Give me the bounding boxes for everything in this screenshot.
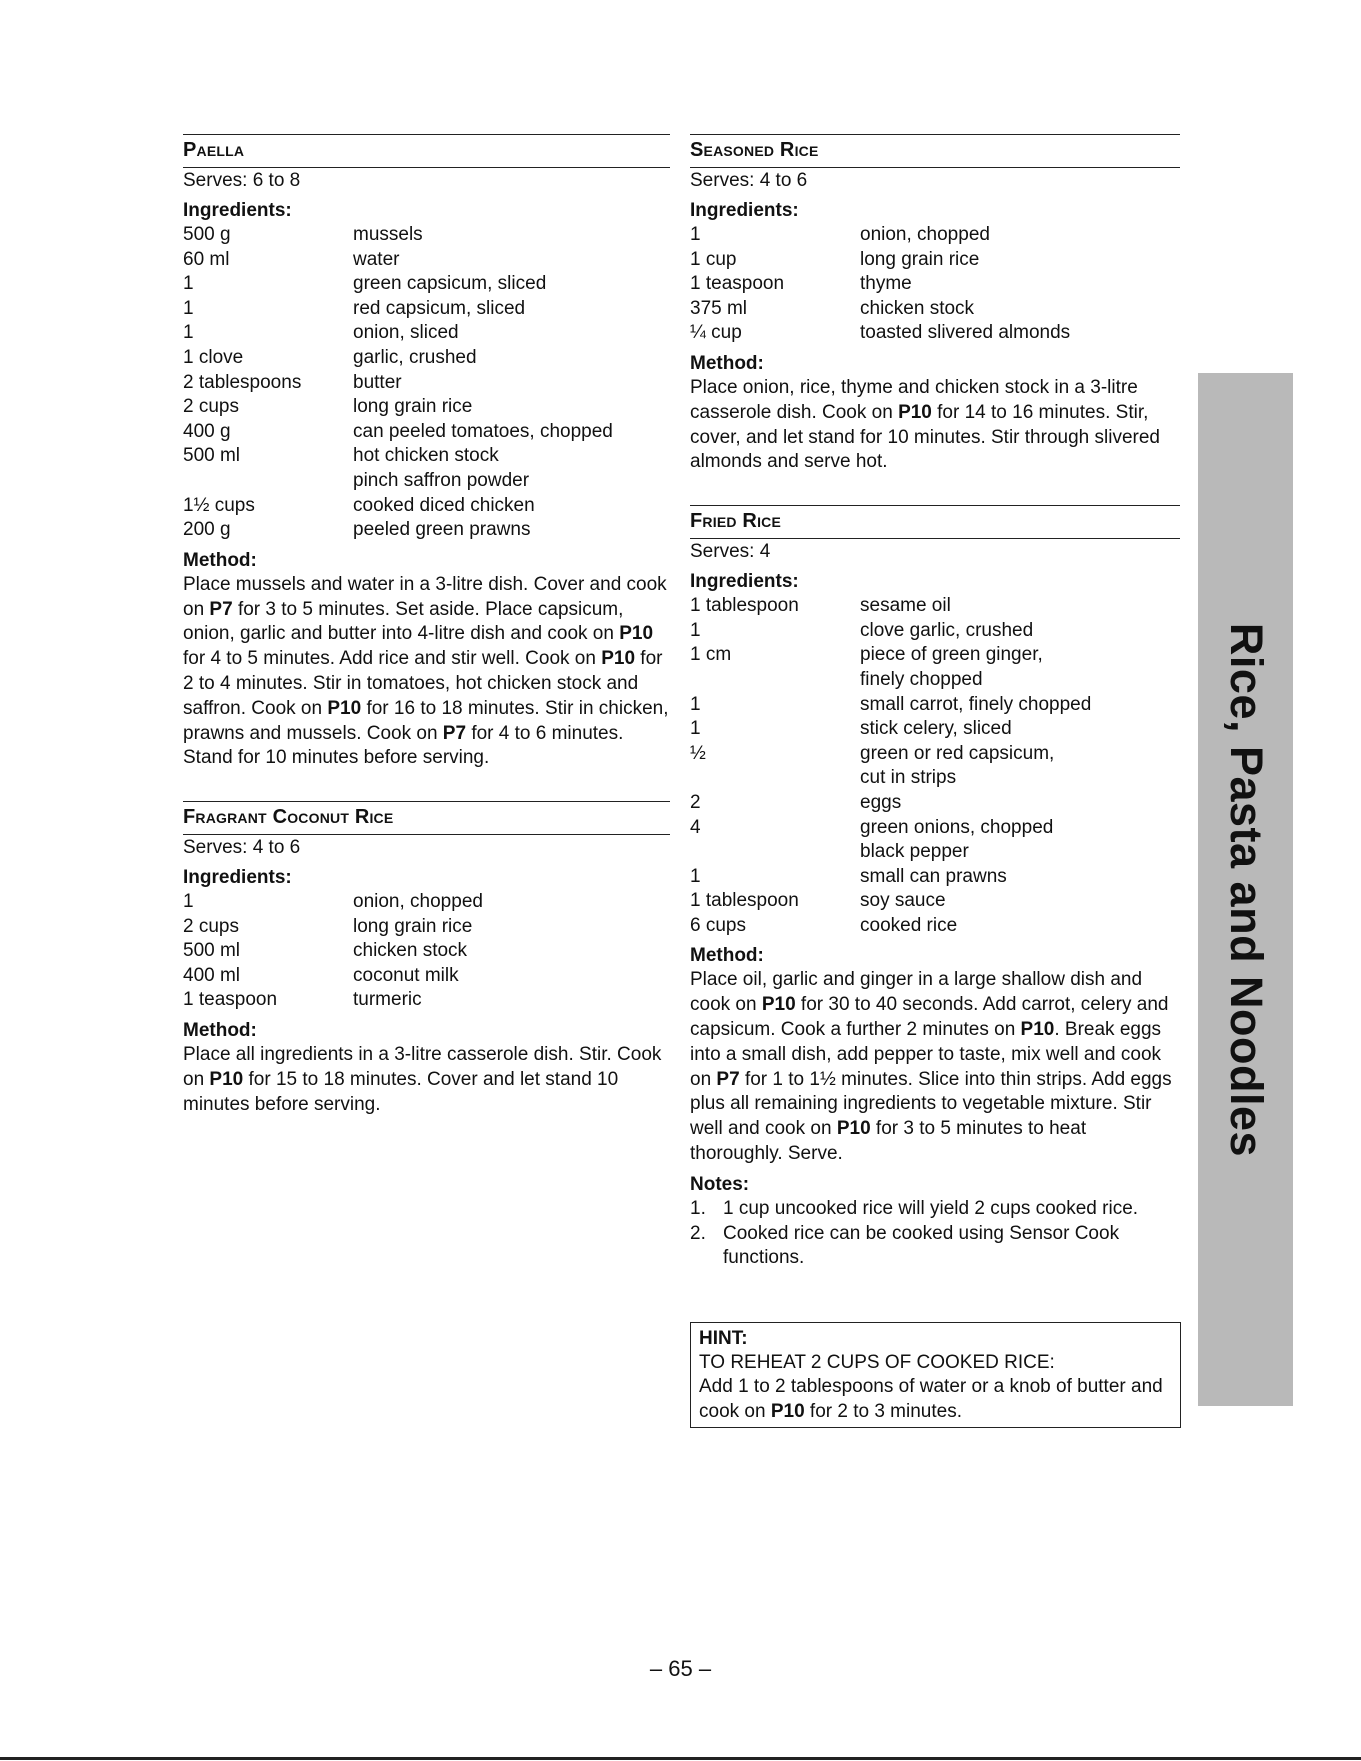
ingredient-name: onion, chopped bbox=[353, 891, 483, 913]
note-text: Cooked rice can be cooked using Sensor Cook functions. bbox=[723, 1222, 1120, 1269]
method-text bbox=[183, 1043, 670, 1117]
text-segment: for 14 to 16 minutes. Stir, cover, and let stand for 10 minutes. Stir through slivered almonds and serve hot. bbox=[690, 401, 1160, 473]
text-segment: for 1 to 1½ minutes. Slice into thin strips. Add eggs plus all remaining ingredients to vegetable mixture. Stir well and cook on bbox=[690, 1068, 1172, 1140]
text-segment: for 16 to 18 minutes. Stir in chicken, prawns and mussels. Cook on bbox=[183, 697, 669, 744]
ingredient-list bbox=[183, 223, 670, 543]
notes-label: Notes: bbox=[690, 1173, 750, 1195]
ingredient-row bbox=[690, 840, 1180, 865]
method-text bbox=[690, 376, 1180, 475]
ingredients-label: Ingredients: bbox=[690, 200, 799, 221]
recipe-title: Fragrant Coconut Rice bbox=[183, 801, 670, 835]
recipe-fragrant-coconut-rice bbox=[183, 801, 670, 1117]
ingredient-quantity: 400 g bbox=[183, 420, 231, 442]
recipe-paella bbox=[183, 134, 670, 771]
method-label: Method: bbox=[690, 352, 764, 374]
ingredient-name: cooked rice bbox=[860, 914, 958, 936]
ingredient-row bbox=[183, 248, 670, 273]
ingredient-row bbox=[690, 865, 1180, 890]
ingredient-quantity bbox=[690, 840, 860, 865]
ingredient-row bbox=[690, 914, 1180, 939]
serves-text: Serves: 6 to 8 bbox=[183, 170, 301, 191]
ingredient-row bbox=[690, 272, 1180, 297]
ingredient-row bbox=[690, 791, 1180, 816]
text-segment: for 2 to 4 minutes. Stir in tomatoes, hot chicken stock and saffron. Cook on bbox=[183, 648, 663, 719]
ingredient-row bbox=[183, 494, 670, 519]
ingredient-name: chicken stock bbox=[353, 940, 468, 962]
power-level-text: P10 bbox=[327, 697, 362, 719]
ingredient-name: chicken stock bbox=[860, 297, 975, 319]
ingredient-name: green or red capsicum, bbox=[860, 742, 1055, 764]
hint-body bbox=[699, 1375, 1174, 1423]
hint-box bbox=[690, 1322, 1181, 1428]
power-level-text: P10 bbox=[898, 401, 932, 423]
ingredient-quantity: 2 cups bbox=[183, 915, 239, 937]
ingredient-name: coconut milk bbox=[353, 964, 459, 986]
ingredient-name: onion, sliced bbox=[353, 322, 459, 344]
power-level-text: P10 bbox=[761, 994, 796, 1016]
power-level-text: P10 bbox=[1020, 1019, 1055, 1041]
ingredient-name: butter bbox=[353, 371, 402, 393]
bottom-rule bbox=[0, 1757, 1361, 1760]
ingredient-quantity: ½ bbox=[690, 742, 706, 764]
ingredient-row bbox=[690, 889, 1180, 914]
ingredient-row bbox=[183, 346, 670, 371]
ingredient-quantity bbox=[183, 469, 353, 494]
power-level-text: P10 bbox=[601, 648, 636, 670]
ingredient-row bbox=[690, 223, 1180, 248]
ingredient-name: green capsicum, sliced bbox=[353, 273, 547, 295]
recipe-fried-rice bbox=[690, 505, 1180, 1271]
recipe-title: Paella bbox=[183, 134, 670, 168]
ingredient-row bbox=[183, 890, 670, 915]
method-text bbox=[183, 573, 670, 771]
ingredient-name: thyme bbox=[860, 273, 912, 295]
ingredient-quantity: 1 bbox=[690, 224, 701, 245]
ingredient-quantity: 1 cup bbox=[690, 248, 737, 270]
ingredient-name: hot chicken stock bbox=[353, 445, 499, 467]
ingredient-quantity: 500 ml bbox=[183, 940, 241, 962]
text-segment: for 2 to 3 minutes. bbox=[804, 1400, 962, 1422]
ingredient-row bbox=[183, 297, 670, 322]
ingredient-quantity: 500 ml bbox=[183, 445, 241, 467]
text-segment: Place onion, rice, thyme and chicken stock in a 3-litre casserole dish. Cook on bbox=[690, 376, 1138, 423]
serves-text: Serves: 4 to 6 bbox=[183, 837, 301, 859]
ingredient-row bbox=[690, 742, 1180, 767]
ingredient-quantity: 500 g bbox=[183, 224, 231, 245]
recipe-title: Fried Rice bbox=[690, 505, 1180, 539]
ingredient-quantity bbox=[690, 766, 860, 791]
ingredient-quantity: 1 clove bbox=[183, 346, 244, 368]
serves-text: Serves: 4 to 6 bbox=[690, 170, 808, 191]
power-level-text: P10 bbox=[619, 623, 654, 645]
ingredient-name: peeled green prawns bbox=[353, 519, 531, 541]
section-tab-label: Rice, Pasta and Noodles bbox=[1220, 622, 1272, 1157]
ingredient-quantity: 4 bbox=[690, 816, 701, 838]
text-segment: for 4 to 5 minutes. Add rice and stir well. Cook on bbox=[183, 648, 602, 670]
ingredient-row bbox=[183, 420, 670, 445]
ingredient-row bbox=[690, 321, 1180, 346]
ingredient-row bbox=[690, 619, 1180, 644]
ingredient-quantity: 1 bbox=[690, 865, 701, 887]
ingredient-name: stick celery, sliced bbox=[860, 718, 1012, 740]
ingredient-name: mussels bbox=[353, 224, 423, 245]
recipe-seasoned-rice bbox=[690, 134, 1180, 475]
ingredient-row bbox=[183, 915, 670, 940]
ingredients-label: Ingredients: bbox=[183, 200, 292, 221]
ingredient-name: eggs bbox=[860, 791, 902, 813]
text-segment: for 15 to 18 minutes. Cover and let stand 10 minutes before serving. bbox=[183, 1068, 619, 1115]
text-segment: Add 1 to 2 tablespoons of water or a knob of butter and cook on bbox=[699, 1376, 1163, 1422]
ingredient-row bbox=[690, 668, 1180, 693]
ingredient-quantity: 1 bbox=[183, 297, 194, 319]
ingredient-name: black pepper bbox=[860, 841, 969, 863]
ingredient-row bbox=[183, 964, 670, 989]
ingredient-row bbox=[183, 939, 670, 964]
ingredient-name: toasted slivered almonds bbox=[860, 322, 1071, 344]
text-segment: Place oil, garlic and ginger in a large shallow dish and cook on bbox=[690, 969, 1143, 1016]
ingredient-name: onion, chopped bbox=[860, 224, 990, 245]
ingredient-name: clove garlic, crushed bbox=[860, 619, 1034, 641]
notes-list bbox=[690, 1197, 1180, 1271]
method-label: Method: bbox=[690, 945, 764, 967]
text-segment: for 30 to 40 seconds. Add carrot, celery and capsicum. Cook a further 2 minutes on bbox=[690, 994, 1169, 1041]
ingredient-quantity: 375 ml bbox=[690, 297, 748, 319]
ingredient-row bbox=[690, 766, 1180, 791]
text-segment: for 3 to 5 minutes to heat thoroughly. Serve. bbox=[690, 1118, 1087, 1165]
ingredient-quantity: 1 bbox=[690, 718, 701, 740]
ingredient-quantity: 1 tablespoon bbox=[690, 595, 799, 617]
ingredient-quantity: 1 bbox=[690, 619, 701, 641]
ingredient-name: long grain rice bbox=[353, 915, 473, 937]
ingredients-label: Ingredients: bbox=[690, 571, 799, 593]
ingredient-name: long grain rice bbox=[353, 396, 473, 418]
ingredient-quantity: 1 bbox=[183, 273, 194, 295]
text-segment: Place mussels and water in a 3-litre dish. Cover and cook on bbox=[183, 573, 667, 620]
method-label: Method: bbox=[183, 549, 257, 571]
ingredient-row bbox=[690, 248, 1180, 273]
ingredient-list bbox=[690, 594, 1180, 938]
ingredient-name: red capsicum, sliced bbox=[353, 297, 526, 319]
serves-text: Serves: 4 bbox=[690, 541, 771, 563]
ingredient-row bbox=[183, 223, 670, 248]
ingredient-quantity: 60 ml bbox=[183, 248, 230, 270]
ingredient-quantity: 2 tablespoons bbox=[183, 371, 302, 393]
ingredient-name: cut in strips bbox=[860, 767, 957, 789]
ingredient-name: can peeled tomatoes, chopped bbox=[353, 420, 613, 442]
ingredient-row bbox=[183, 321, 670, 346]
method-label: Method: bbox=[183, 1020, 257, 1042]
ingredient-name: finely chopped bbox=[860, 668, 983, 690]
hint-subtitle: TO REHEAT 2 CUPS OF COOKED RICE: bbox=[699, 1352, 1055, 1374]
power-level-text: P10 bbox=[836, 1118, 871, 1140]
right-column bbox=[690, 134, 1180, 1301]
ingredient-quantity: 1 teaspoon bbox=[183, 989, 278, 1011]
ingredient-quantity: 1 teaspoon bbox=[690, 273, 785, 295]
ingredient-name: green onions, chopped bbox=[860, 816, 1054, 838]
ingredient-name: water bbox=[353, 248, 400, 270]
text-segment: . Break eggs into a small dish, add pepper to taste, mix well and cook on bbox=[690, 1019, 1162, 1090]
ingredient-row bbox=[690, 717, 1180, 742]
hint-title: HINT: bbox=[699, 1328, 748, 1349]
text-segment: for 3 to 5 minutes. Set aside. Place capsicum, onion, garlic and butter into 4-litre dish and cook on bbox=[183, 598, 624, 645]
ingredient-quantity: 1 bbox=[183, 891, 194, 913]
ingredient-quantity: ¼ cup bbox=[690, 322, 742, 344]
page-number: – 65 – bbox=[649, 1656, 712, 1681]
ingredient-row bbox=[183, 988, 670, 1013]
ingredient-row bbox=[690, 643, 1180, 668]
ingredient-name: small carrot, finely chopped bbox=[860, 693, 1092, 715]
ingredient-quantity: 1 bbox=[690, 693, 701, 715]
ingredient-row bbox=[690, 816, 1180, 841]
ingredient-quantity: 1 tablespoon bbox=[690, 890, 799, 912]
power-level-text: P7 bbox=[716, 1068, 740, 1090]
ingredient-row bbox=[183, 272, 670, 297]
section-side-tab bbox=[1198, 373, 1293, 1406]
ingredient-name: turmeric bbox=[353, 989, 422, 1011]
ingredient-row bbox=[183, 518, 670, 543]
text-segment: Place all ingredients in a 3-litre casserole dish. Stir. Cook on bbox=[183, 1044, 662, 1090]
ingredient-quantity: 6 cups bbox=[690, 914, 746, 936]
note-item bbox=[690, 1197, 1180, 1222]
method-text bbox=[690, 968, 1180, 1166]
text-segment: for 4 to 6 minutes. Stand for 10 minutes before serving. bbox=[183, 722, 624, 769]
ingredient-row bbox=[183, 371, 670, 396]
power-level-text: P10 bbox=[770, 1400, 805, 1422]
ingredient-row bbox=[690, 693, 1180, 718]
ingredient-row bbox=[183, 444, 670, 469]
ingredient-list bbox=[690, 223, 1180, 346]
ingredient-quantity: 1 bbox=[183, 322, 194, 344]
note-number: 2. bbox=[690, 1222, 706, 1244]
ingredient-name: cooked diced chicken bbox=[353, 494, 535, 516]
ingredients-label: Ingredients: bbox=[183, 867, 292, 889]
ingredient-quantity: 2 cups bbox=[183, 396, 239, 418]
ingredient-name: garlic, crushed bbox=[353, 346, 477, 368]
ingredient-name: piece of green ginger, bbox=[860, 644, 1043, 666]
left-column bbox=[183, 134, 670, 1147]
ingredient-name: small can prawns bbox=[860, 865, 1007, 887]
ingredient-row bbox=[690, 594, 1180, 619]
ingredient-quantity: 400 ml bbox=[183, 964, 241, 986]
recipe-title: Seasoned Rice bbox=[690, 134, 1180, 168]
ingredient-row bbox=[690, 297, 1180, 322]
note-number: 1. bbox=[690, 1197, 706, 1219]
ingredient-name: pinch saffron powder bbox=[353, 469, 530, 491]
ingredient-row bbox=[183, 469, 670, 494]
power-level-text: P10 bbox=[209, 1068, 244, 1090]
ingredient-name: soy sauce bbox=[860, 890, 946, 912]
power-level-text: P7 bbox=[209, 598, 233, 620]
power-level-text: P7 bbox=[442, 722, 467, 744]
note-text: 1 cup uncooked rice will yield 2 cups cooked rice. bbox=[723, 1197, 1139, 1219]
ingredient-list bbox=[183, 890, 670, 1013]
ingredient-row bbox=[183, 395, 670, 420]
ingredient-quantity bbox=[690, 668, 860, 693]
ingredient-name: long grain rice bbox=[860, 248, 980, 270]
note-item bbox=[690, 1222, 1180, 1272]
ingredient-quantity: 2 bbox=[690, 791, 701, 813]
ingredient-quantity: 200 g bbox=[183, 519, 231, 541]
ingredient-name: sesame oil bbox=[860, 595, 951, 617]
ingredient-quantity: 1½ cups bbox=[183, 494, 255, 516]
ingredient-quantity: 1 cm bbox=[690, 644, 732, 666]
